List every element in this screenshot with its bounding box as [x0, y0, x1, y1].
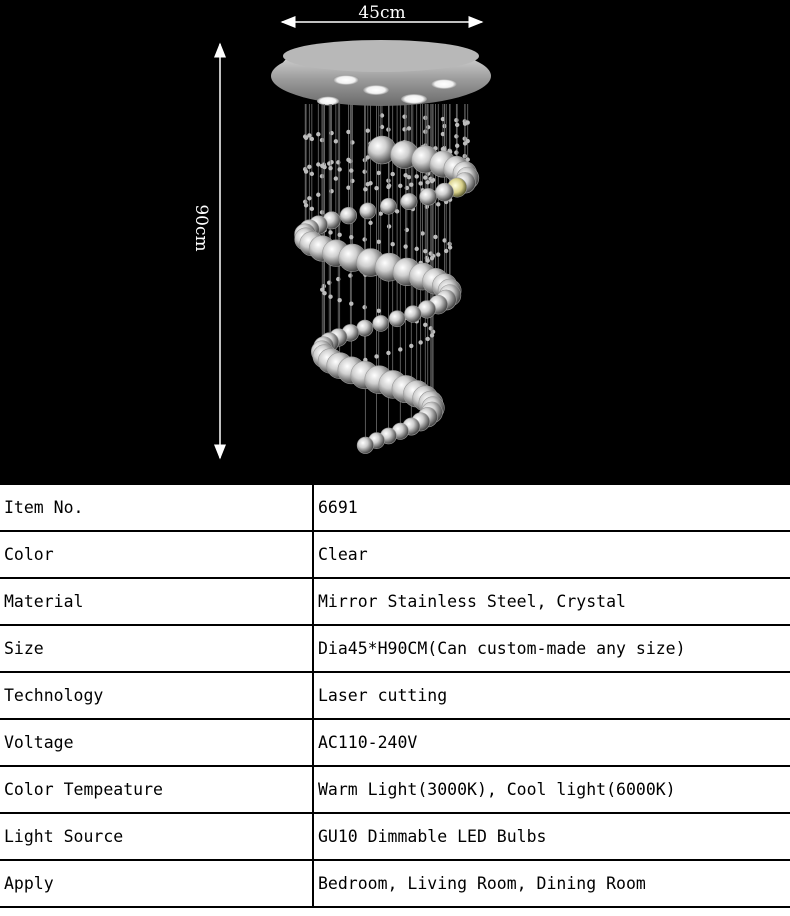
crystal-ball [404, 306, 421, 323]
crystal-bead [322, 291, 326, 295]
crystal-bead [415, 174, 419, 178]
spec-key: Voltage [0, 719, 313, 766]
crystal-ball [389, 311, 405, 327]
spec-row [0, 625, 790, 672]
spec-key: Light Source [0, 813, 313, 860]
crystal-bead [348, 273, 352, 277]
spec-key: Color [0, 531, 313, 578]
spec-key: Material [0, 578, 313, 625]
crystal-bead [316, 162, 320, 166]
crystal-bead [377, 309, 381, 313]
crystal-ball [380, 198, 396, 214]
spec-value: GU10 Dimmable LED Bulbs [313, 813, 790, 860]
crystal-bead [402, 114, 406, 118]
spec-key: Size [0, 625, 313, 672]
crystal-bead [454, 134, 458, 138]
crystal-bead [436, 252, 440, 256]
crystal-bead [415, 247, 419, 251]
crystal-ball [401, 193, 417, 209]
crystal-bead [386, 185, 390, 189]
crystal-bead [310, 172, 314, 176]
spec-value: Mirror Stainless Steel, Crystal [313, 578, 790, 625]
crystal-bead [337, 233, 341, 237]
spec-value: Bedroom, Living Room, Dining Room [313, 860, 790, 907]
crystal-bead [420, 231, 424, 235]
crystal-bead [350, 140, 354, 144]
crystal-bead [322, 165, 326, 169]
crystal-bead [448, 245, 452, 249]
spec-row [0, 578, 790, 625]
crystal-bead [310, 207, 314, 211]
crystal-bead [329, 131, 333, 135]
crystal-bead [304, 169, 308, 173]
crystal-bead [334, 139, 338, 143]
crystal-bead [329, 189, 333, 193]
crystal-bead [433, 235, 437, 239]
crystal-bead [426, 337, 430, 341]
crystal-bead [379, 212, 383, 216]
crystal-bead [398, 184, 402, 188]
crystal-bead [463, 122, 467, 126]
spec-row [0, 766, 790, 813]
crystal-bead [436, 202, 440, 206]
crystal-bead [454, 150, 458, 154]
crystal-bead [387, 224, 391, 228]
canopy-top [283, 40, 479, 72]
crystal-bead [398, 347, 402, 351]
spec-value: Clear [313, 531, 790, 578]
crystal-bead [409, 344, 413, 348]
crystal-bead [409, 182, 413, 186]
crystal-bead [348, 159, 352, 163]
crystal-bead [426, 258, 430, 262]
crystal-bead [430, 256, 434, 260]
crystal-bead [423, 175, 427, 179]
crystal-ball [420, 188, 437, 205]
crystal-bead [316, 193, 320, 197]
spec-row [0, 672, 790, 719]
crystal-bead [366, 129, 370, 133]
crystal-bead [377, 171, 381, 175]
crystal-bead [430, 179, 434, 183]
crystal-bead [403, 173, 407, 177]
crystal-ball [436, 183, 454, 201]
crystal-bead [307, 196, 311, 200]
crystal-bead [455, 144, 459, 148]
crystal-ball [373, 315, 389, 331]
crystal-bead [463, 141, 467, 145]
crystal-bead [349, 302, 353, 306]
crystal-bead [328, 166, 332, 170]
crystal-bead [362, 237, 366, 241]
crystal-bead [418, 340, 422, 344]
crystal-bead [328, 230, 332, 234]
crystal-bead [368, 221, 372, 225]
crystal-bead [386, 351, 390, 355]
crystal-ball [357, 320, 373, 336]
crystal-bead [334, 176, 338, 180]
crystal-bead [304, 203, 308, 207]
crystal-bead [407, 126, 411, 130]
crystal-bead [377, 240, 381, 244]
crystal-bead [310, 137, 314, 141]
crystal-bead [362, 170, 366, 174]
specification-table [0, 483, 790, 908]
spec-row [0, 531, 790, 578]
crystal-bead [402, 127, 406, 131]
spec-row [0, 860, 790, 907]
crystal-bead [454, 118, 458, 122]
crystal-ball [360, 203, 376, 219]
crystal-bead [362, 305, 366, 309]
crystal-bead [403, 244, 407, 248]
crystal-bead [304, 136, 308, 140]
spec-row [0, 813, 790, 860]
crystal-bead [430, 333, 434, 337]
crystal-bead [337, 167, 341, 171]
crystal-bead [418, 181, 422, 185]
spec-key: Technology [0, 672, 313, 719]
crystal-bead [390, 172, 394, 176]
spec-value: Laser cutting [313, 672, 790, 719]
spec-value: Dia45*H90CM(Can custom-made any size) [313, 625, 790, 672]
crystal-bead [455, 123, 459, 127]
crystal-bead [350, 179, 354, 183]
crystal-bead [426, 180, 430, 184]
crystal-bead [423, 323, 427, 327]
spec-row [0, 484, 790, 531]
crystal-bead [374, 354, 378, 358]
crystal-bead [363, 187, 367, 191]
spec-key: Apply [0, 860, 313, 907]
spec-key: Color Tempeature [0, 766, 313, 813]
crystal-bead [423, 249, 427, 253]
crystal-bead [349, 235, 353, 239]
crystal-bead [316, 132, 320, 136]
crystal-bead [307, 165, 311, 169]
crystal-ball [340, 207, 357, 224]
height-dimension-label: 90cm [191, 204, 211, 252]
crystal-bead [390, 242, 394, 246]
crystal-bead [444, 249, 448, 253]
spec-value: AC110-240V [313, 719, 790, 766]
width-dimension-label: 45cm [358, 3, 406, 23]
spec-value: Warm Light(3000K), Cool light(6000K) [313, 766, 790, 813]
crystal-bead [328, 295, 332, 299]
crystal-bead [374, 186, 378, 190]
spec-row [0, 719, 790, 766]
crystal-bead [368, 181, 372, 185]
spec-key: Item No. [0, 484, 313, 531]
spec-value: 6691 [313, 484, 790, 531]
crystal-ball [357, 437, 373, 453]
crystal-bead [349, 168, 353, 172]
crystal-bead [337, 298, 341, 302]
